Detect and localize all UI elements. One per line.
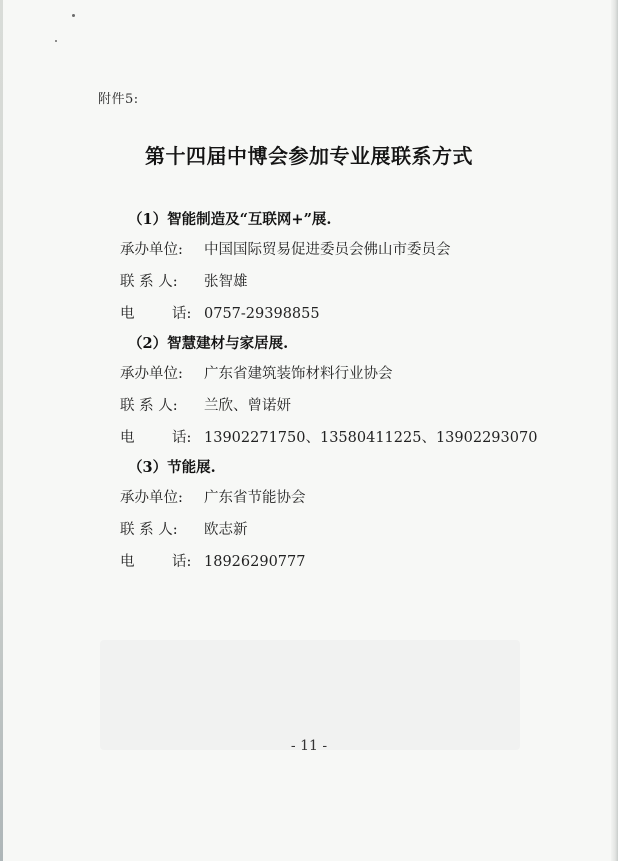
scan-speck bbox=[55, 40, 57, 42]
section-2-organizer bbox=[120, 362, 393, 383]
phone-label bbox=[120, 550, 204, 571]
organizer-value: 中国国际贸易促进委员会佛山市委员会 bbox=[204, 242, 451, 258]
contact-label: 联 系 人: bbox=[120, 274, 178, 290]
scan-edge-right bbox=[611, 0, 618, 861]
attachment-label: 附件5: bbox=[98, 92, 139, 107]
bleed-through-area bbox=[100, 640, 520, 750]
organizer-value: 广东省建筑装饰材料行业协会 bbox=[204, 366, 393, 382]
section-1-contact bbox=[120, 270, 248, 291]
section-1-phone bbox=[120, 302, 320, 323]
contact-value: 张智雄 bbox=[204, 274, 248, 290]
scan-edge-left bbox=[0, 0, 3, 861]
phone-label-char: 话: bbox=[172, 554, 192, 570]
contact-label: 联 系 人: bbox=[120, 398, 178, 414]
organizer-label: 承办单位: bbox=[120, 490, 183, 506]
organizer-label: 承办单位: bbox=[120, 242, 183, 258]
phone-label-char: 电 bbox=[120, 554, 135, 570]
section-3-organizer bbox=[120, 486, 306, 507]
organizer-label: 承办单位: bbox=[120, 366, 183, 382]
phone-label-char: 话: bbox=[172, 306, 192, 322]
section-3-contact bbox=[120, 518, 248, 539]
contact-value: 兰欣、曾诺妍 bbox=[204, 398, 291, 414]
phone-label-char: 话: bbox=[172, 430, 192, 446]
section-heading-3: （3）节能展. bbox=[128, 459, 216, 476]
section-1-organizer bbox=[120, 238, 451, 259]
section-3-phone bbox=[120, 550, 305, 571]
section-heading-2: （2）智慧建材与家居展. bbox=[128, 335, 289, 352]
phone-value: 18926290777 bbox=[204, 554, 306, 570]
page-title: 第十四届中博会参加专业展联系方式 bbox=[145, 144, 473, 168]
organizer-value: 广东省节能协会 bbox=[204, 490, 306, 506]
section-2-phone bbox=[120, 426, 537, 447]
page-number: - 11 - bbox=[290, 738, 328, 754]
phone-value: 0757-29398855 bbox=[204, 306, 320, 322]
phone-label bbox=[120, 426, 204, 447]
phone-value: 13902271750、13580411225、13902293070 bbox=[204, 430, 538, 446]
contact-label: 联 系 人: bbox=[120, 522, 178, 538]
scan-speck bbox=[72, 14, 75, 17]
section-heading-1: （1）智能制造及“互联网+”展. bbox=[128, 211, 332, 228]
phone-label bbox=[120, 302, 204, 323]
phone-label-char: 电 bbox=[120, 306, 135, 322]
phone-label-char: 电 bbox=[120, 430, 135, 446]
section-2-contact bbox=[120, 394, 291, 415]
contact-value: 欧志新 bbox=[204, 522, 248, 538]
